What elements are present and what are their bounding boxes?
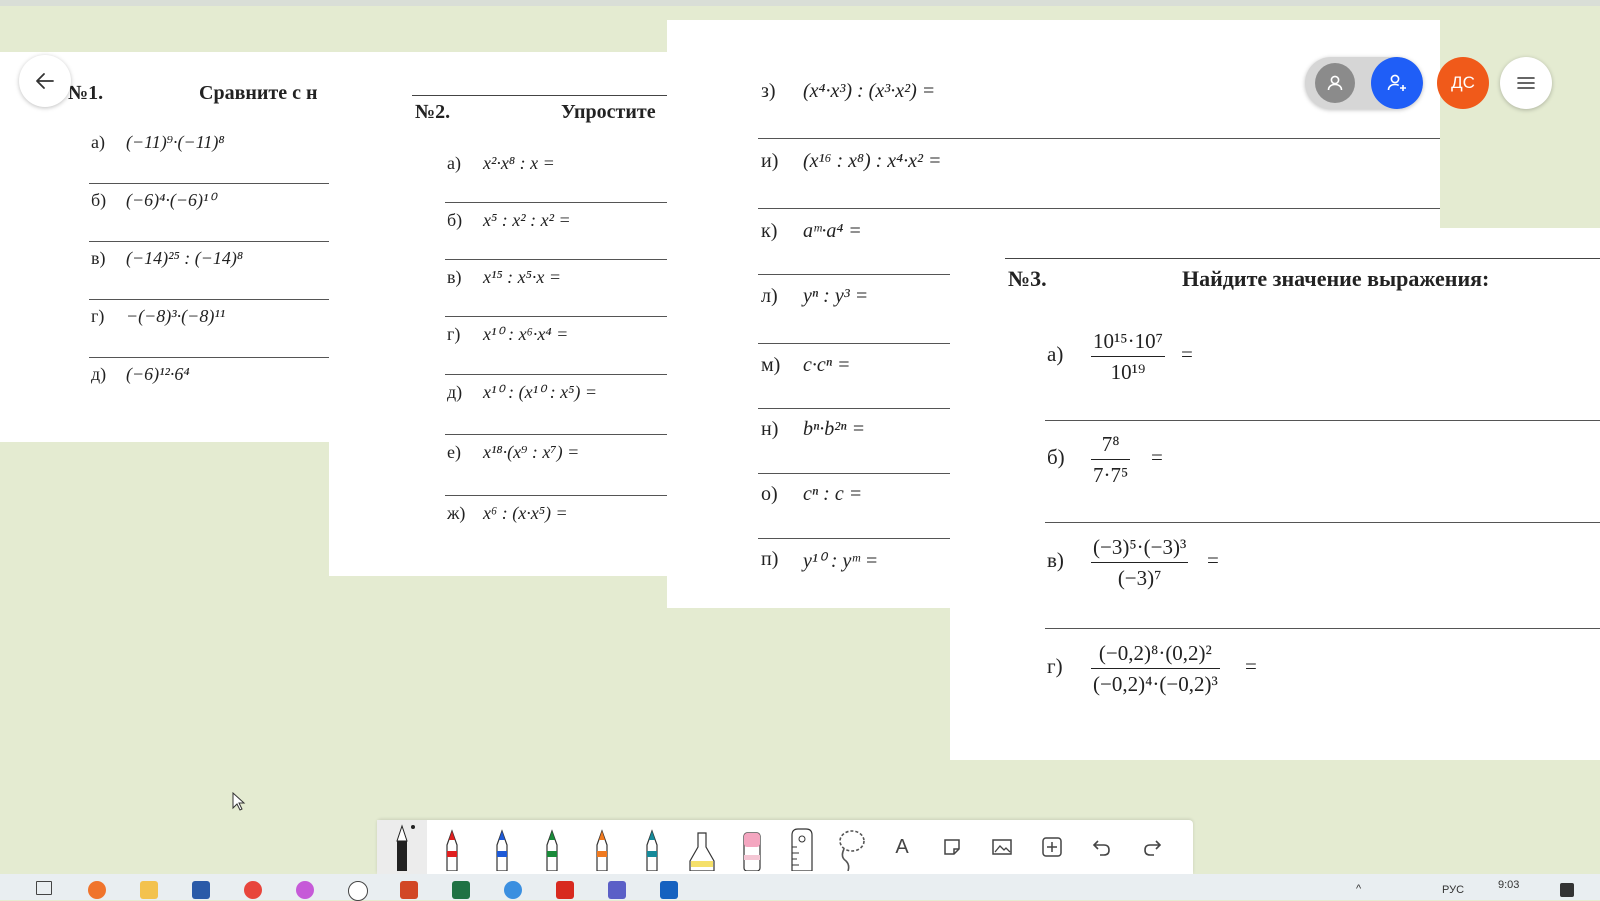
answer-line (445, 495, 667, 496)
pen-orange-tool[interactable] (577, 820, 627, 874)
settings-app-icon[interactable] (348, 881, 368, 901)
lasso-tool[interactable] (827, 820, 877, 874)
chrome-icon[interactable] (244, 881, 262, 899)
pen-black-tool[interactable] (377, 820, 427, 874)
task-view-icon[interactable] (36, 881, 52, 895)
excel-icon[interactable] (452, 881, 470, 899)
header-line (412, 95, 667, 96)
lasso-icon (834, 823, 870, 871)
mouse-cursor-icon (232, 792, 246, 812)
answer-line (758, 473, 951, 474)
answer-line (89, 357, 329, 358)
highlighter-icon (684, 823, 720, 871)
arrow-left-icon (34, 70, 56, 92)
task-number-3: №3. (1008, 266, 1047, 291)
header-line (1005, 258, 1600, 259)
answer-line (89, 241, 329, 242)
user-avatar[interactable]: ДС (1437, 57, 1489, 109)
paint-icon[interactable] (296, 881, 314, 899)
tray-chevron-icon[interactable]: ^ (1356, 883, 1362, 895)
text-tool[interactable] (877, 820, 927, 874)
os-taskbar (0, 874, 1600, 900)
answer-line (758, 138, 1440, 139)
browser-icon[interactable] (504, 881, 522, 899)
worksheet-4[interactable]: №3. Найдите значение выражения: а) $\frac{\text{10¹⁵·10⁷}}{\text{10¹⁹}}$ = б) $\frac{\text{7⁸}}{\text{7·7⁵}}$ = в) $\frac{\text{(−3)⁵·(−3)³}}{\text{(−3)⁷}}$ = г) $\frac{\text{(−0,2)⁸·(0,2)²}}{\text{(−0,2)⁴·(−0,2)³}}$ = (950, 228, 1600, 760)
task-title-2: Упростите (561, 101, 656, 123)
worksheet-2[interactable]: №2. Упростите а) x²·x⁸ : x = б) x⁵ : x² : x² = в) x¹⁵ : x⁵·x = г) x¹⁰ : x⁶·x⁴ = д) x¹⁰ : (x¹⁰ : x⁵) = е) x¹⁸·(x⁹ : x⁷) = ж) x⁶ : (x·x⁵) = (329, 52, 667, 576)
whiteboard-icon[interactable] (660, 881, 678, 899)
pen-blue-tool[interactable] (477, 820, 527, 874)
pen-icon (588, 823, 616, 871)
plus-box-icon (1041, 836, 1063, 858)
answer-line (758, 343, 951, 344)
worksheet-3[interactable]: з) (x⁴·x³) : (x³·x²) = и) (x¹⁶ : x⁸) : x⁴·x² = к) aᵐ·a⁴ = л) yⁿ : y³ = м) c·cⁿ = н) bⁿ·b²ⁿ = о) cⁿ : c = п) y¹⁰ : yᵐ = (667, 20, 1440, 608)
drawing-toolbar (377, 820, 1193, 874)
pen-icon (488, 823, 516, 871)
image-tool[interactable] (977, 820, 1027, 874)
acrobat-icon[interactable] (556, 881, 574, 899)
task-number-1: №1. (68, 82, 104, 104)
eraser-tool[interactable] (727, 820, 777, 874)
answer-line (445, 202, 667, 203)
pen-icon (438, 823, 466, 871)
notifications-icon[interactable] (1560, 883, 1574, 897)
image-icon (991, 837, 1013, 857)
undo-icon (1091, 836, 1113, 858)
highlighter-tool[interactable] (677, 820, 727, 874)
clock-time[interactable]: 9:03 (1498, 879, 1520, 891)
pen-icon (538, 823, 566, 871)
pen-icon (387, 823, 417, 871)
back-button[interactable] (19, 55, 71, 107)
ruler-icon (787, 823, 817, 871)
add-user-button[interactable] (1371, 57, 1423, 109)
teams-icon[interactable] (608, 881, 626, 899)
powerpoint-icon[interactable] (400, 881, 418, 899)
menu-button[interactable] (1500, 57, 1552, 109)
answer-line (89, 183, 329, 184)
answer-line (758, 408, 951, 409)
answer-line (89, 299, 329, 300)
answer-line (445, 434, 667, 435)
worksheet-1[interactable]: №1. Сравните с н а) (−11)⁹·(−11)⁸ б) (−6)⁴·(−6)¹⁰ в) (−14)²⁵ : (−14)⁸ г) −(−8)³·(−8)¹¹ д) (−6)¹²·6⁴ (0, 52, 329, 442)
task-number-2: №2. (415, 101, 451, 123)
word-icon[interactable] (192, 881, 210, 899)
answer-line (1045, 522, 1600, 523)
answer-line (445, 316, 667, 317)
participants-toggle[interactable] (1305, 57, 1423, 109)
pen-icon (638, 823, 666, 871)
file-explorer-icon[interactable] (140, 881, 158, 899)
pen-red-tool[interactable] (427, 820, 477, 874)
add-user-icon (1386, 72, 1408, 94)
text-icon: A (895, 835, 909, 858)
task-title-1: Сравните с н (199, 82, 318, 104)
answer-line (445, 374, 667, 375)
answer-line (1045, 420, 1600, 421)
ruler-tool[interactable] (777, 820, 827, 874)
answer-line (758, 274, 951, 275)
sticky-note-icon (942, 837, 962, 857)
firefox-icon[interactable] (88, 881, 106, 899)
add-tool[interactable] (1027, 820, 1077, 874)
language-indicator[interactable]: РУС (1442, 884, 1465, 896)
window-top-edge (0, 0, 1600, 6)
answer-line (445, 259, 667, 260)
eraser-icon (738, 823, 766, 871)
answer-line (758, 538, 951, 539)
answer-line (758, 208, 1440, 209)
undo-button[interactable] (1077, 820, 1127, 874)
user-icon (1325, 73, 1345, 93)
participant-avatar[interactable] (1315, 63, 1355, 103)
redo-icon (1141, 836, 1163, 858)
answer-line (1045, 628, 1600, 629)
redo-button[interactable] (1127, 820, 1177, 874)
pen-green-tool[interactable] (527, 820, 577, 874)
hamburger-icon (1516, 75, 1536, 91)
task-title-3: Найдите значение выражения: (1182, 266, 1490, 291)
pen-teal-tool[interactable] (627, 820, 677, 874)
shape-tool[interactable] (927, 820, 977, 874)
